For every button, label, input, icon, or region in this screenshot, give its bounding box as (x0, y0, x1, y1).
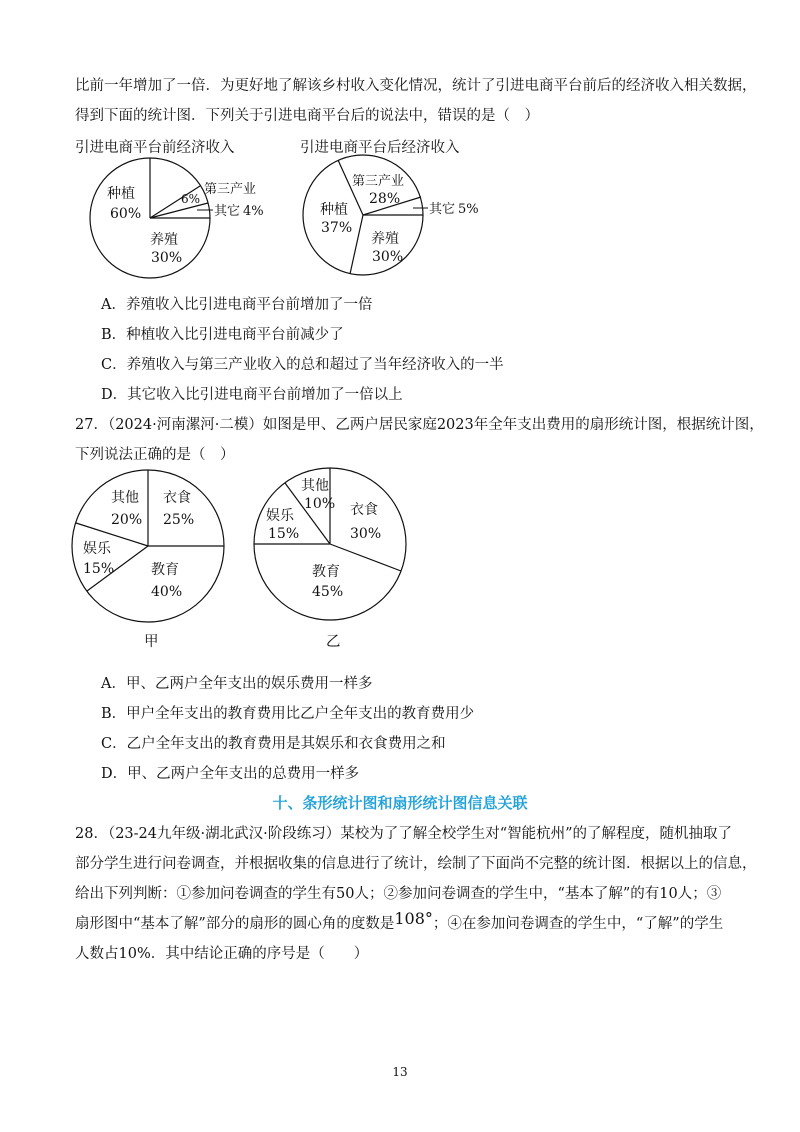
q26-option-c: C．养殖收入与第三产业收入的总和超过了当年经济收入的一半 (101, 357, 504, 373)
page-number: 13 (392, 1065, 408, 1079)
q27-line-2: 下列说法正确的是（ ） (75, 447, 235, 463)
q28-line-3: 给出下列判断：①参加问卷调查的学生有50人；②参加问卷调查的学生中，“基本了解”的有10人；③ (75, 886, 722, 902)
pie-after-label-yangzhi: 养殖 (371, 231, 399, 247)
q26-option-d: D．其它收入比引进电商平台前增加了一倍以上 (101, 387, 403, 403)
pie-yi-value-yule: 15% (268, 526, 300, 542)
q27-option-b: B．甲户全年支出的教育费用比乙户全年支出的教育费用少 (101, 706, 475, 722)
q26-option-a: A．养殖收入比引进电商平台前增加了一倍 (101, 297, 373, 313)
q27-option-d: D．甲、乙两户全年支出的总费用一样多 (101, 766, 360, 782)
q28-line-1: 28．（23-24九年级·湖北武汉·阶段练习）某校为了了解全校学生对“智能杭州”的了解程度，随机抽取了 (75, 826, 733, 842)
pie-jia-label-yishi: 衣食 (163, 490, 191, 506)
chart-before-title: 引进电商平台前经济收入 (75, 140, 235, 156)
pie-yi-value-qita: 10% (304, 496, 336, 512)
q26-line-1: 比前一年增加了一倍．为更好地了解该乡村收入变化情况，统计了引进电商平台前后的经济收入相关数据， (75, 78, 757, 94)
pie-after-label-disan: 第三产业 (352, 174, 405, 189)
q28-line-5: 人数占10%．其中结论正确的序号是（ ） (75, 946, 369, 962)
q28-degree-value: 108° (394, 909, 433, 928)
pie-jia-value-yishi: 25% (163, 512, 195, 528)
q28-line-2: 部分学生进行问卷调查，并根据收集的信息进行了统计，绘制了下面尚不完整的统计图．根据以上的信息， (75, 856, 757, 872)
pie-yi-label-yule: 娱乐 (266, 508, 294, 524)
pie-before-label-disan: 第三产业 (204, 182, 257, 197)
pie-before-value-zhongzhi: 60% (110, 206, 142, 222)
pie-before-label-other: 其它 (214, 204, 241, 219)
q27-option-a: A．甲、乙两户全年支出的娱乐费用一样多 (101, 676, 373, 692)
pie-after-value-disan: 28% (369, 191, 401, 207)
pie-yi-label-yishi: 衣食 (350, 502, 378, 518)
pie-jia-label-yule: 娱乐 (83, 541, 111, 557)
chart-yi-caption: 乙 (326, 634, 341, 650)
q28-line-4-start: 扇形图中“基本了解”部分的扇形的圆心角的度数是 (75, 916, 395, 932)
chart-jia-caption: 甲 (144, 634, 159, 650)
q28-line-4-end: ；④在参加问卷调查的学生中，“了解”的学生 (432, 916, 724, 932)
pie-before-label-zhongzhi: 种植 (107, 186, 135, 202)
pie-yi-divider-2 (330, 544, 401, 571)
pie-jia-label-qita: 其他 (111, 490, 139, 506)
pie-before-value-yangzhi: 30% (151, 250, 183, 266)
pie-jia-value-jiaoyu: 40% (151, 584, 183, 600)
pie-after-label-other: 其它 (429, 202, 456, 217)
pie-jia-label-jiaoyu: 教育 (151, 562, 179, 578)
pie-after-label-zhongzhi: 种植 (320, 202, 348, 218)
pie-jia-value-qita: 20% (111, 512, 143, 528)
pie-after-value-zhongzhi: 37% (321, 220, 353, 236)
pie-yi-label-qita: 其他 (301, 478, 329, 494)
section-title: 十、条形统计图和扇形统计图信息关联 (272, 794, 528, 812)
pie-before-value-other: 4% (243, 204, 264, 219)
pie-before-value-disan: 6% (181, 192, 201, 206)
pie-before-label-yangzhi: 养殖 (150, 232, 178, 248)
q27-line-1: 27．（2024·河南漯河·二模）如图是甲、乙两户居民家庭2023年全年支出费用的扇形统计图，根据统计图， (75, 417, 764, 433)
pie-yi-value-yishi: 30% (350, 526, 382, 542)
pie-after-value-yangzhi: 30% (372, 249, 404, 265)
q26-line-2: 得到下面的统计图．下列关于引进电商平台后的说法中，错误的是（ ） (75, 108, 539, 124)
q28-line-4 (75, 909, 724, 933)
pie-jia-value-yule: 15% (83, 561, 115, 577)
q26-option-b: B．种植收入比引进电商平台前减少了 (101, 327, 344, 343)
pie-after-value-other: 5% (458, 202, 479, 217)
q27-option-c: C．乙户全年支出的教育费用是其娱乐和衣食费用之和 (101, 736, 446, 752)
pie-yi-label-jiaoyu: 教育 (312, 564, 340, 580)
pie-yi-value-jiaoyu: 45% (312, 584, 344, 600)
chart-after-title: 引进电商平台后经济收入 (300, 140, 460, 156)
